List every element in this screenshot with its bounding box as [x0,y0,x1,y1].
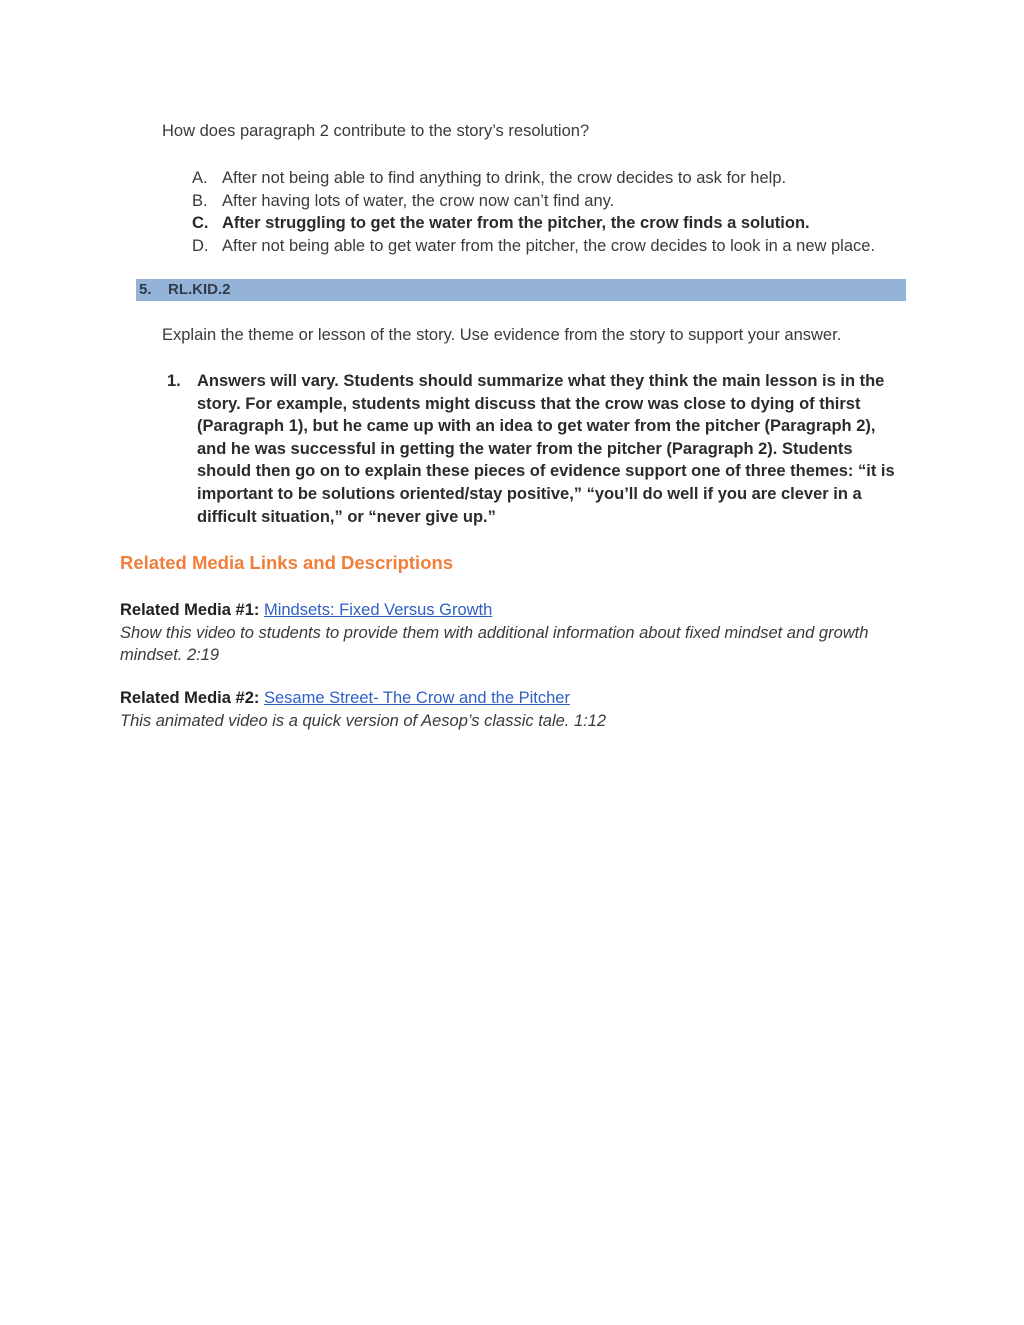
standard-code: RL.KID.2 [168,281,231,298]
choice-a [192,167,892,190]
choice-letter: A. [192,169,208,187]
choice-letter: C. [192,214,209,232]
section-heading: Related Media Links and Descriptions [120,552,454,573]
related-media-label: Related Media #1: [120,601,264,619]
answer-choices [192,167,892,257]
related-media-title-line [120,687,900,710]
related-media-link[interactable]: Mindsets: Fixed Versus Growth [263,601,493,619]
choice-d [192,235,892,258]
related-media-title-line [120,599,900,622]
choice-c-correct [192,212,892,235]
question-prompt: Explain the theme or lesson of the story. Use evidence from the story to support your answer. [162,326,842,344]
related-media-description: Show this video to students to provide them with additional information about fixed mindset and growth mindset. 2:19 [120,623,869,664]
answer-number: 1. [167,372,181,390]
choice-b [192,190,892,213]
choice-letter: B. [192,191,208,210]
answer-item [162,370,902,528]
answer-text: Answers will vary. Students should summarize what they think the main lesson is in the story. For example, students might discuss that the crow was close to dying of thirst (Paragraph 1), but he came up with an idea to get water from the pitcher (Paragraph 2), and he was successful in getting the water from the pitcher (Paragraph 2). Students should then go on to explain these pieces of evidence support one of three themes: “it is important to be solutions oriented/stay positive,” “you’ll do well if you are clever in a difficult situation,” or “never give up.” [197,372,895,526]
question-prompt: How does paragraph 2 contribute to the story’s resolution? [162,122,590,140]
related-media-link[interactable]: Sesame Street- The Crow and the Pitcher [263,689,570,707]
standard-banner [136,279,906,301]
related-media-description: This animated video is a quick version of Aesop’s classic tale. 1:12 [120,711,607,730]
choice-text: After not being able to find anything to drink, the crow decides to ask for help. [222,169,787,187]
related-media-item [120,687,900,732]
choice-text: After not being able to get water from the pitcher, the crow decides to look in a new place. [222,236,876,255]
choice-text: After having lots of water, the crow now can’t find any. [222,191,615,210]
choice-text: After struggling to get the water from the pitcher, the crow finds a solution. [222,214,810,232]
question-number: 5. [139,281,152,298]
related-media-item [120,599,900,667]
choice-letter: D. [192,236,209,255]
related-media-label: Related Media #2: [120,689,264,707]
answer-key [162,370,902,528]
